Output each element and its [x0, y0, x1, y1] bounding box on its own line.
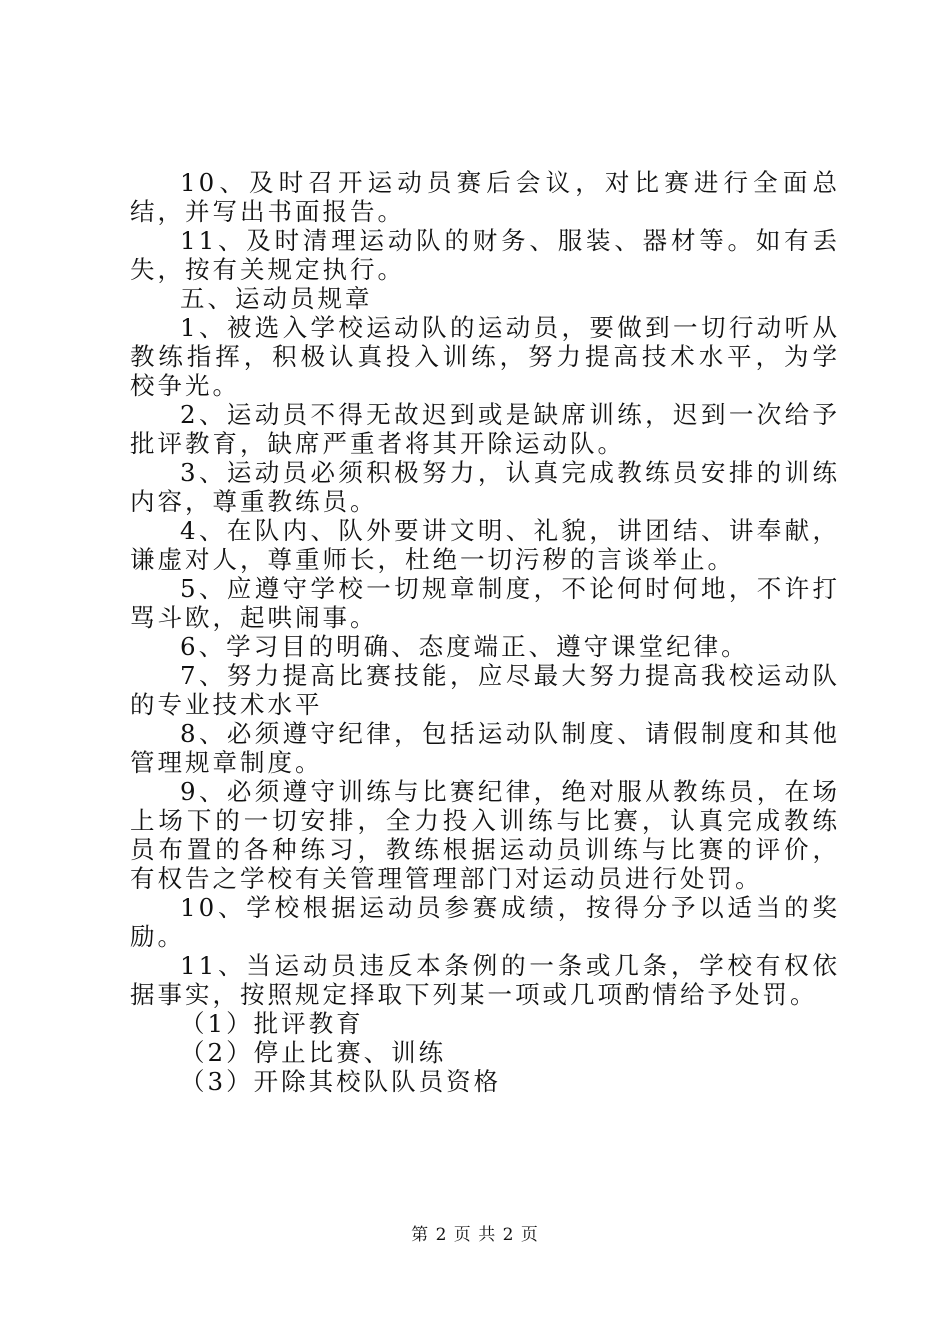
rule-item-4: 4、在队内、队外要讲文明、礼貌，讲团结、讲奉献，谦虚对人，尊重师长，杜绝一切污秽的言谈举止。 — [130, 516, 840, 574]
rule-item-5: 5、应遵守学校一切规章制度，不论何时何地，不许打骂斗欧，起哄闹事。 — [130, 574, 840, 632]
rule-item-10: 10、学校根据运动员参赛成绩，按得分予以适当的奖励。 — [130, 893, 840, 951]
rule-item-6: 6、学习目的明确、态度端正、遵守课堂纪律。 — [180, 632, 749, 661]
document-body — [130, 168, 840, 1096]
rule-item-9: 9、必须遵守训练与比赛纪律，绝对服从教练员，在场上场下的一切安排，全力投入训练与比赛，认真完成教练员布置的各种练习，教练根据运动员训练与比赛的评价，有权告之学校有关管理管理部门对运动员进行处罚。 — [130, 777, 840, 893]
rule-item-7: 7、努力提高比赛技能，应尽最大努力提高我校运动队的专业技术水平 — [130, 661, 840, 719]
penalty-item-2: （2）停止比赛、训练 — [180, 1038, 447, 1067]
penalty-item-3: （3）开除其校队队员资格 — [180, 1067, 502, 1096]
section-heading-athlete-rules: 五、运动员规章 — [180, 284, 373, 313]
page-footer: 第 2 页 共 2 页 — [411, 1225, 539, 1245]
paragraph-item-11: 11、及时清理运动队的财务、服装、器材等。如有丢失，按有关规定执行。 — [130, 226, 840, 284]
rule-item-11: 11、当运动员违反本条例的一条或几条，学校有权依据事实，按照规定择取下列某一项或几项酌情给予处罚。 — [130, 951, 840, 1009]
penalty-item-1: （1）批评教育 — [180, 1009, 364, 1038]
rule-item-1: 1、被选入学校运动队的运动员，要做到一切行动听从教练指挥，积极认真投入训练，努力提高技术水平，为学校争光。 — [130, 313, 840, 400]
rule-item-8: 8、必须遵守纪律，包括运动队制度、请假制度和其他管理规章制度。 — [130, 719, 840, 777]
rule-item-2: 2、运动员不得无故迟到或是缺席训练，迟到一次给予批评教育，缺席严重者将其开除运动队。 — [130, 400, 840, 458]
rule-item-3: 3、运动员必须积极努力，认真完成教练员安排的训练内容，尊重教练员。 — [130, 458, 840, 516]
paragraph-item-10: 10、及时召开运动员赛后会议，对比赛进行全面总结，并写出书面报告。 — [130, 168, 840, 226]
